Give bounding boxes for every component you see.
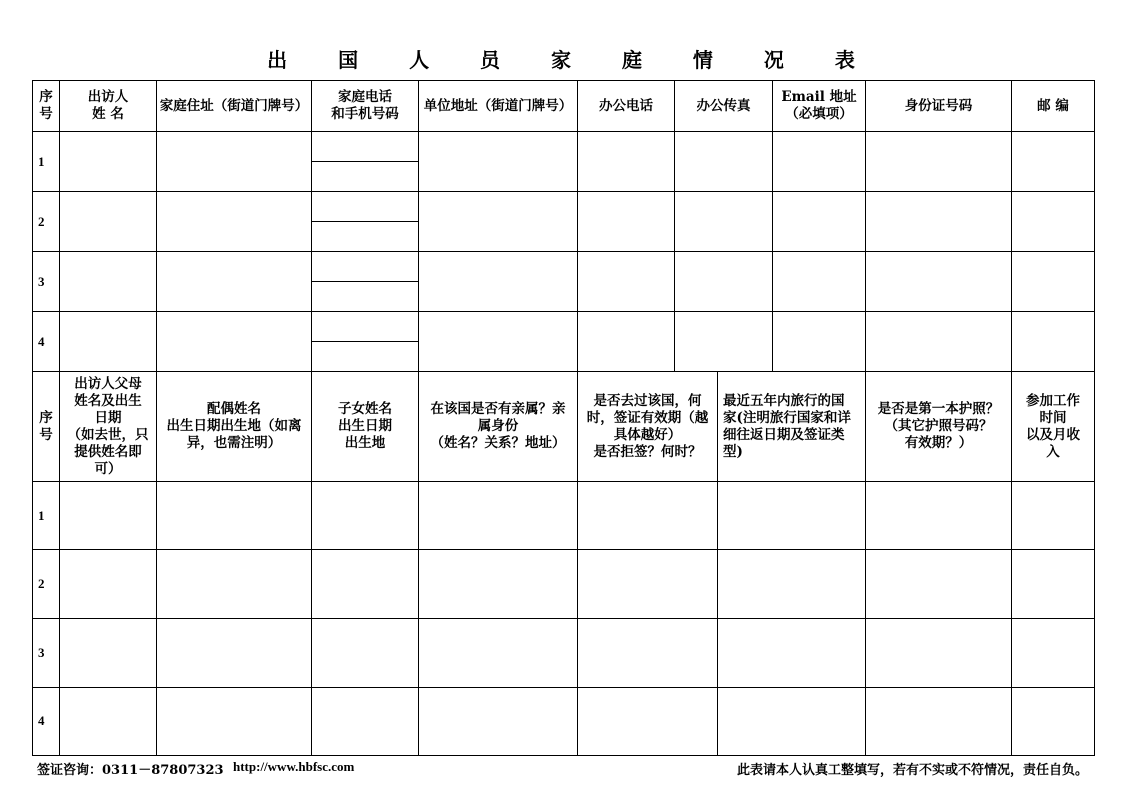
grid-line <box>311 161 418 162</box>
grid-line <box>311 341 418 342</box>
header-work-address: 单位地址（街道门牌号） <box>423 97 573 114</box>
row-number: 2 <box>38 214 45 229</box>
row-number: 3 <box>38 274 45 289</box>
header-seq: 序 号 <box>39 89 53 122</box>
header-relatives: 在该国是否有亲属？亲 属身份 （姓名？关系？地址） <box>430 401 566 451</box>
header-seq-2: 序 号 <box>39 409 53 443</box>
header-visitor-name: 出访人 姓 名 <box>87 89 129 122</box>
grid-line <box>32 251 1095 252</box>
consult-phone: 0311－87807323 <box>102 763 224 778</box>
header-office-phone: 办公电话 <box>599 97 653 114</box>
header-work-start: 参加工作 时间 以及月收 入 <box>1026 392 1080 460</box>
header-first-passport: 是否是第一本护照？ （其它护照号码？ 有效期？） <box>877 401 1000 451</box>
grid-line <box>311 221 418 222</box>
page-title: 出 国 人 员 家 庭 情 况 表 <box>267 48 877 72</box>
header-email: Email 地址 （必填项） <box>781 89 857 122</box>
header-postcode: 邮 编 <box>1037 97 1069 114</box>
row-number: 1 <box>38 154 45 169</box>
row-number: 2 <box>38 576 45 591</box>
footer-notice: 此表请本人认真工整填写，若有不实或不符情况，责任自负。 <box>736 763 1088 778</box>
footer-consult <box>37 759 224 778</box>
header-spouse: 配偶姓名 出生日期出生地（如离 异，也需注明） <box>166 401 302 451</box>
grid-line <box>32 755 1095 756</box>
row-number: 4 <box>38 713 45 728</box>
grid-line <box>32 549 1095 550</box>
header-home-phone: 家庭电话 和手机号码 <box>331 89 399 122</box>
consult-label: 签证咨询： <box>37 763 103 778</box>
header-parents: 出访人父母 姓名及出生 日期 （如去世，只 提供姓名即 可） <box>67 375 149 477</box>
header-office-fax: 办公传真 <box>696 97 751 114</box>
header-children: 子女姓名 出生日期 出生地 <box>338 401 392 451</box>
row-number: 1 <box>38 508 45 523</box>
grid-line <box>32 191 1095 192</box>
header-id-number: 身份证号码 <box>904 97 973 114</box>
footer-url[interactable]: http://www.hbfsc.com <box>233 759 355 774</box>
grid-line <box>32 618 1095 619</box>
grid-line <box>32 311 1095 312</box>
grid-line <box>32 687 1095 688</box>
row-number: 4 <box>38 334 45 349</box>
header-home-address: 家庭住址（街道门牌号） <box>159 97 309 114</box>
header-travel-history: 最近五年内旅行的国 家(注明旅行国家和详 细往返日期及签证类 型) <box>723 392 851 460</box>
header-visited-country: 是否去过该国，何 时，签证有效期（越 具体越好） 是否拒签？何时？ <box>586 392 709 460</box>
grid-line <box>311 281 418 282</box>
row-number: 3 <box>38 645 45 660</box>
